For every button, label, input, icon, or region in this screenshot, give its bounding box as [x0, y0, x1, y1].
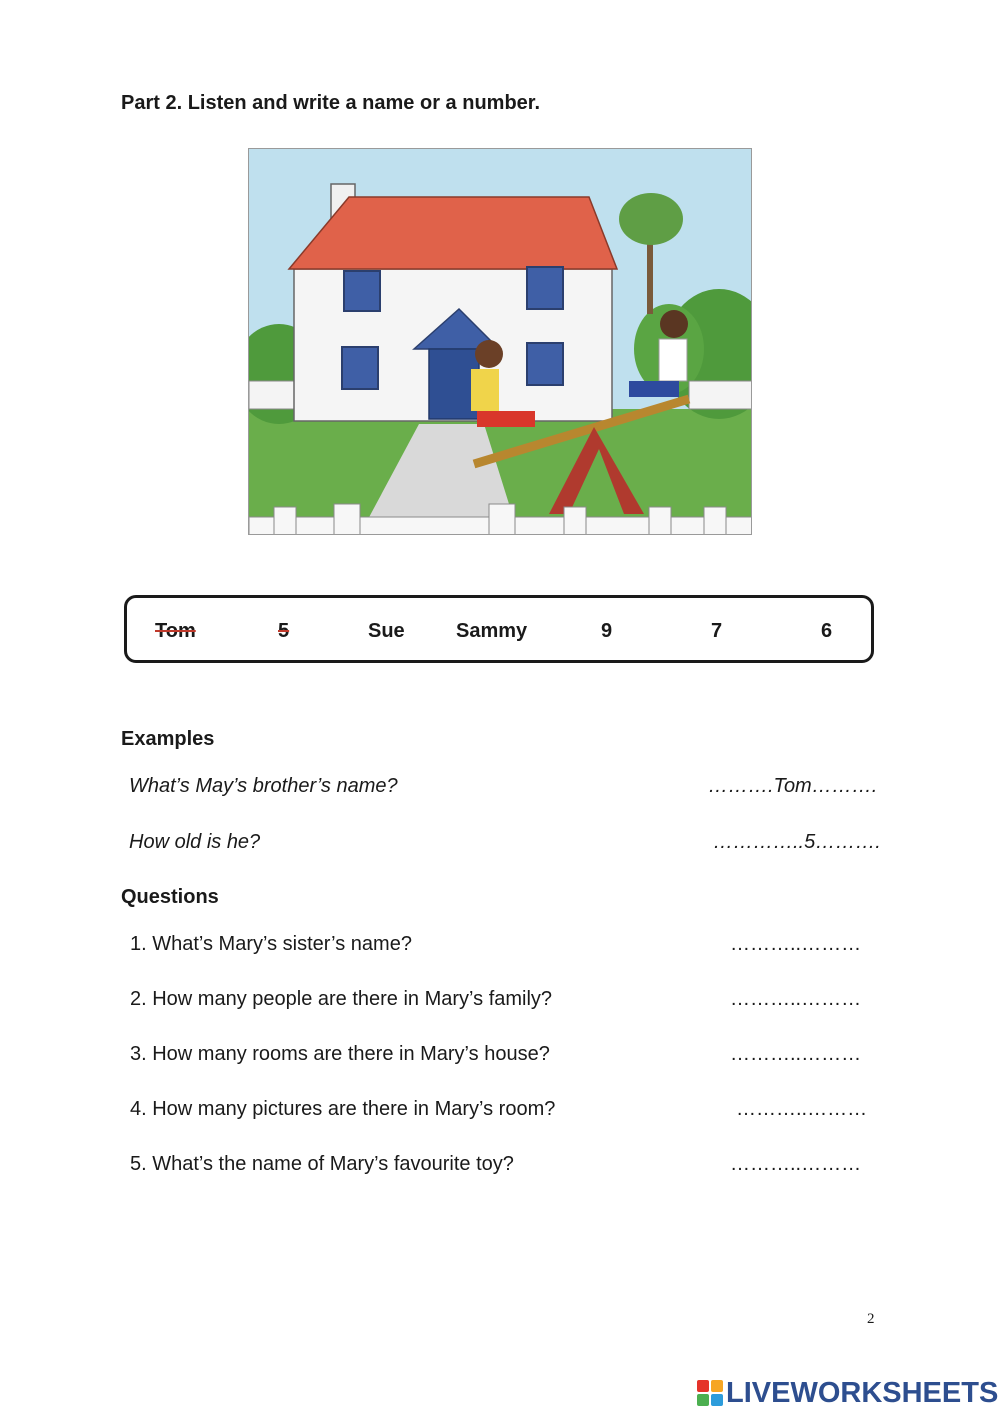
liveworksheets-brand[interactable] [697, 1376, 998, 1410]
word-bank-item: 6 [821, 620, 833, 642]
question-text: 3. How many rooms are there in Mary’s house? [130, 1043, 550, 1065]
word-bank-item: 9 [601, 620, 613, 642]
word-bank-item: Tom [155, 620, 196, 642]
answer-blank[interactable]: ………..……… [736, 1098, 868, 1120]
liveworksheets-logo-icon [697, 1380, 723, 1406]
word-bank [124, 595, 874, 663]
question-text: 1. What’s Mary’s sister’s name? [130, 933, 412, 955]
example-question: How old is he? [129, 831, 261, 853]
example-answer: …………..5………. [713, 831, 881, 853]
question-text: 5. What’s the name of Mary’s favourite toy? [130, 1153, 514, 1175]
example-question: What’s May’s brother’s name? [129, 775, 398, 797]
example-answer: ……….Tom………. [708, 775, 878, 797]
house-seesaw-illustration [248, 148, 752, 535]
word-bank-item: 7 [711, 620, 723, 642]
answer-blank[interactable]: ………..……… [730, 933, 862, 955]
question-text: 2. How many people are there in Mary’s family? [130, 988, 553, 1010]
brand-name: LIVEWORKSHEETS [726, 1376, 999, 1409]
answer-blank[interactable]: ………..……… [730, 1153, 862, 1175]
word-bank-item: Sammy [456, 620, 528, 642]
word-bank-item: 5 [278, 620, 290, 642]
answer-blank[interactable]: ………..……… [730, 988, 862, 1010]
part-heading: Part 2. Listen and write a name or a number. [121, 92, 541, 114]
answer-blank[interactable]: ………..……… [730, 1043, 862, 1065]
examples-title: Examples [121, 728, 215, 750]
illustration-drawing [249, 149, 752, 535]
question-text: 4. How many pictures are there in Mary’s room? [130, 1098, 556, 1120]
word-bank-item: Sue [368, 620, 405, 642]
page-number: 2 [867, 1311, 875, 1327]
questions-title: Questions [121, 886, 219, 908]
